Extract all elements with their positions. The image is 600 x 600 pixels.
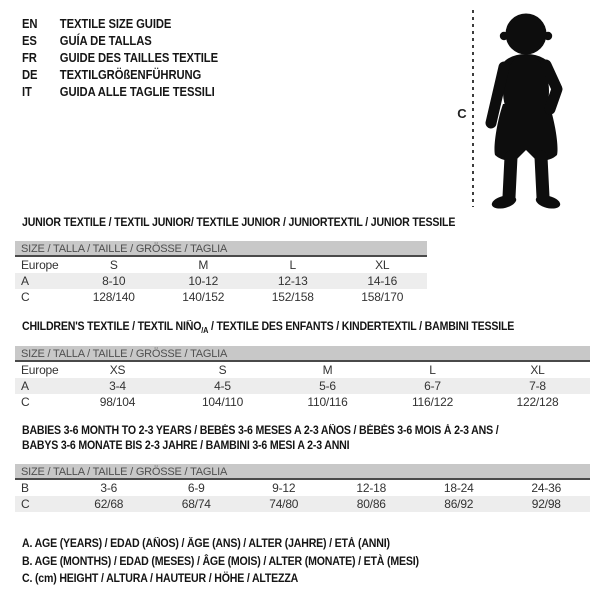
language-label: GUIDA ALLE TAGLIE TESSILI [59,85,215,99]
cell-value: 158/170 [361,290,404,304]
cell-value: 9-12 [272,481,296,495]
table-row [15,394,590,410]
language-label: GUIDE DES TAILLES TEXTILE [59,51,218,65]
cell-value: 7-8 [529,379,546,393]
cell-value: 98/104 [99,395,136,409]
children-size-table [15,346,590,410]
language-label: TEXTILGRÖßENFÜHRUNG [59,68,202,82]
note-age-years: A. AGE (YEARS) / EDAD (AÑOS) / ÂGE (ANS) / ALTER (JAHRE) / ETÀ (ANNI) [22,538,390,550]
cell-value: L [289,258,296,272]
table-row [15,362,590,378]
language-label: GUÍA DE TALLAS [59,34,152,48]
row-label: Europe [21,258,59,272]
language-code: DE [22,68,38,82]
note-height-cm: C. (cm) HEIGHT / ALTURA / HAUTEUR / HÖHE / ALTEZZA [22,573,299,585]
cell-value: M [198,258,209,272]
babies-title-line1: BABIES 3-6 MONTH TO 2-3 YEARS / BEBÉS 3-6 MESES A 2-3 AÑOS / BÉBÉS 3-6 MOIS À 2-3 ANS / [22,425,499,437]
language-row [22,67,218,84]
cell-value: 140/152 [182,290,225,304]
table-row [15,257,427,273]
cell-value: 74/80 [269,497,299,511]
table-row [15,480,590,496]
toddler-silhouette-image [482,9,572,211]
language-code: EN [22,17,38,31]
table-row [15,289,427,305]
cell-value: 24-36 [531,481,562,495]
language-label: TEXTILE SIZE GUIDE [59,17,172,31]
row-label: Europe [21,363,59,377]
language-row [22,84,218,101]
cell-value: 110/116 [307,395,348,409]
size-header-bar: SIZE / TALLA / TAILLE / GRÖSSE / TAGLIA [15,346,590,362]
cell-value: 8-10 [102,274,126,288]
cell-value: 5-6 [319,379,336,393]
row-label: C [21,497,30,511]
junior-table-title: JUNIOR TEXTILE / TEXTIL JUNIOR/ TEXTILE JUNIOR / JUNIORTEXTIL / JUNIOR TESSILE [22,217,456,229]
cell-value: 92/98 [531,497,561,511]
language-code: ES [22,34,37,48]
row-label: A [21,274,29,288]
legend-notes [22,536,419,589]
cell-value: 12-13 [277,274,308,288]
cell-value: 128/140 [92,290,135,304]
row-label: C [21,290,30,304]
language-row [22,50,218,67]
cell-value: 3-6 [100,481,118,495]
cell-value: L [429,363,436,377]
row-label: C [21,395,30,409]
table-row [15,378,590,394]
table-row [15,496,590,512]
cell-value: M [322,363,333,377]
cell-value: 18-24 [443,481,474,495]
cell-value: S [218,363,227,377]
babies-table-title [22,424,498,453]
cell-value: XL [375,258,390,272]
size-header-bar: SIZE / TALLA / TAILLE / GRÖSSE / TAGLIA [15,241,427,257]
cell-value: S [109,258,118,272]
language-row [22,33,218,50]
cell-value: 6-7 [424,379,441,393]
cell-value: 10-12 [188,274,219,288]
cell-value: 122/128 [516,395,559,409]
height-dashed-line [472,10,474,207]
babies-size-table [15,464,590,512]
language-list [22,16,218,101]
row-label: A [21,379,29,393]
cell-value: XL [530,363,545,377]
note-age-months: B. AGE (MONTHS) / EDAD (MESES) / ÂGE (MOIS) / ALTER (MONATE) / ETÀ (MESI) [22,555,419,568]
cell-value: 62/68 [94,497,124,511]
children-title-text: / TEXTILE DES ENFANTS / KINDERTEXTIL / BAMBINI TESSILE [208,321,515,333]
cell-value: 116/122 [411,395,454,409]
cell-value: 104/110 [201,395,244,409]
cell-value: 12-18 [356,481,387,495]
junior-size-table [15,241,427,305]
children-title-subscript: /A [201,325,209,335]
cell-value: 14-16 [367,274,398,288]
cell-value: 152/158 [271,290,314,304]
cell-value: 68/74 [181,497,211,511]
cell-value: 4-5 [214,379,231,393]
cell-value: 3-4 [109,379,126,393]
children-table-title [22,321,514,333]
babies-title-line2: BABYS 3-6 MONATE BIS 2-3 JAHRE / BAMBINI 3-6 MESI A 2-3 ANNI [22,439,350,452]
cell-value: 6-9 [187,481,205,495]
row-label: B [21,481,29,495]
cell-value: 80/86 [356,497,386,511]
cell-value: XS [109,363,126,377]
table-row [15,273,427,289]
cell-value: 86/92 [444,497,474,511]
language-code: IT [22,85,32,99]
size-header-bar: SIZE / TALLA / TAILLE / GRÖSSE / TAGLIA [15,464,590,480]
language-code: FR [22,51,37,65]
height-measure-label: C [457,106,467,121]
language-row [22,16,218,33]
children-title-text: CHILDREN'S TEXTILE / TEXTIL NIÑO [22,321,202,333]
